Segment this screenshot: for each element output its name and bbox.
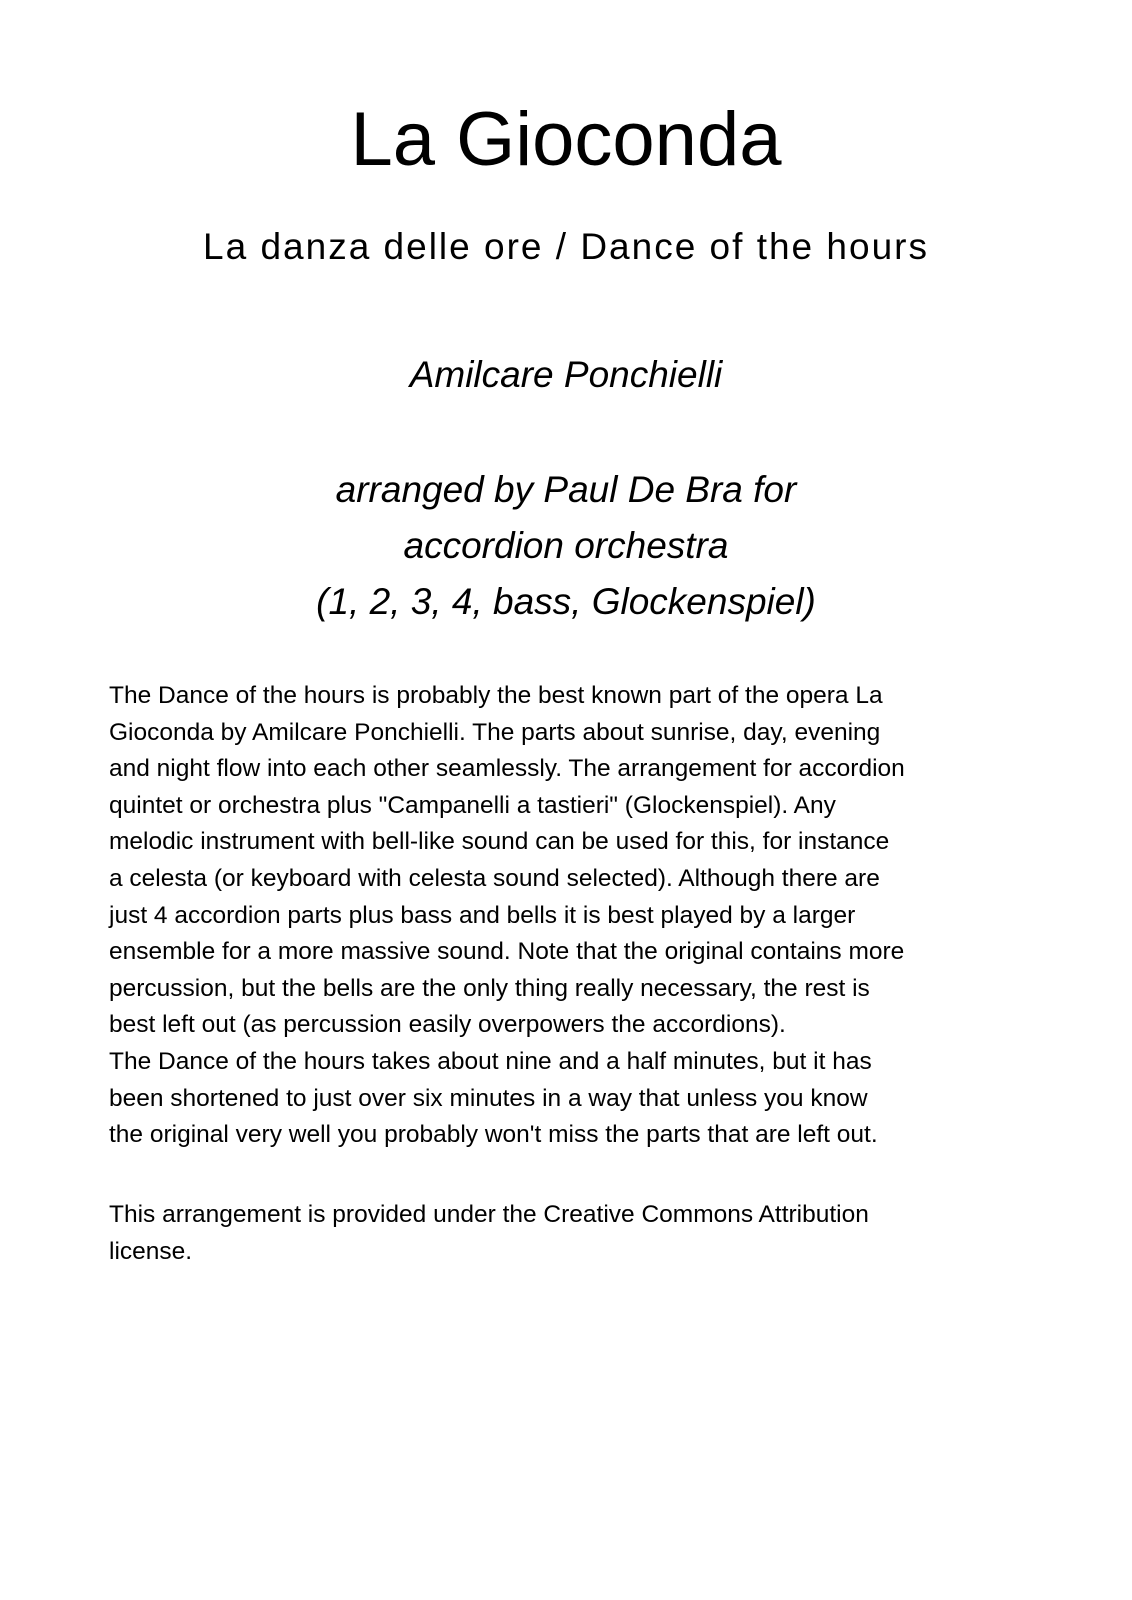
composer-name: Amilcare Ponchielli: [409, 354, 723, 395]
license-line: license.: [109, 1237, 193, 1265]
description-line: been shortened to just over six minutes in a way that unless you know: [109, 1084, 868, 1112]
description-line: ensemble for a more massive sound. Note that the original contains more: [109, 938, 905, 966]
description-line: Gioconda by Amilcare Ponchielli. The parts about sunrise, day, evening: [109, 718, 881, 746]
arranger-block: [0, 462, 1132, 630]
document-title: La Gioconda: [350, 97, 782, 182]
description-line: percussion, but the bells are the only thing really necessary, the rest is: [109, 974, 870, 1002]
description-line: The Dance of the hours takes about nine and a half minutes, but it has: [109, 1047, 872, 1075]
description-line: melodic instrument with bell-like sound can be used for this, for instance: [109, 828, 890, 856]
description-paragraph: [109, 678, 1029, 1154]
arranger-line: accordion orchestra: [403, 525, 729, 566]
arranger-line: arranged by Paul De Bra for: [335, 469, 797, 510]
license-paragraph: [109, 1197, 1029, 1270]
description-line: quintet or orchestra plus "Campanelli a tastieri" (Glockenspiel). Any: [109, 791, 836, 819]
description-line: The Dance of the hours is probably the best known part of the opera La: [109, 682, 883, 709]
license-line: This arrangement is provided under the Creative Commons Attribution: [109, 1201, 869, 1228]
description-line: a celesta (or keyboard with celesta sound selected). Although there are: [109, 864, 880, 892]
document-subtitle: La danza delle ore / Dance of the hours: [203, 226, 929, 267]
description-line: just 4 accordion parts plus bass and bells it is best played by a larger: [109, 901, 856, 929]
description-line: and night flow into each other seamlessly. The arrangement for accordion: [109, 755, 905, 783]
description-line: best left out (as percussion easily overpowers the accordions).: [109, 1011, 786, 1039]
description-line: the original very well you probably won't miss the parts that are left out.: [109, 1121, 878, 1149]
arranger-line: (1, 2, 3, 4, bass, Glockenspiel): [316, 581, 816, 622]
